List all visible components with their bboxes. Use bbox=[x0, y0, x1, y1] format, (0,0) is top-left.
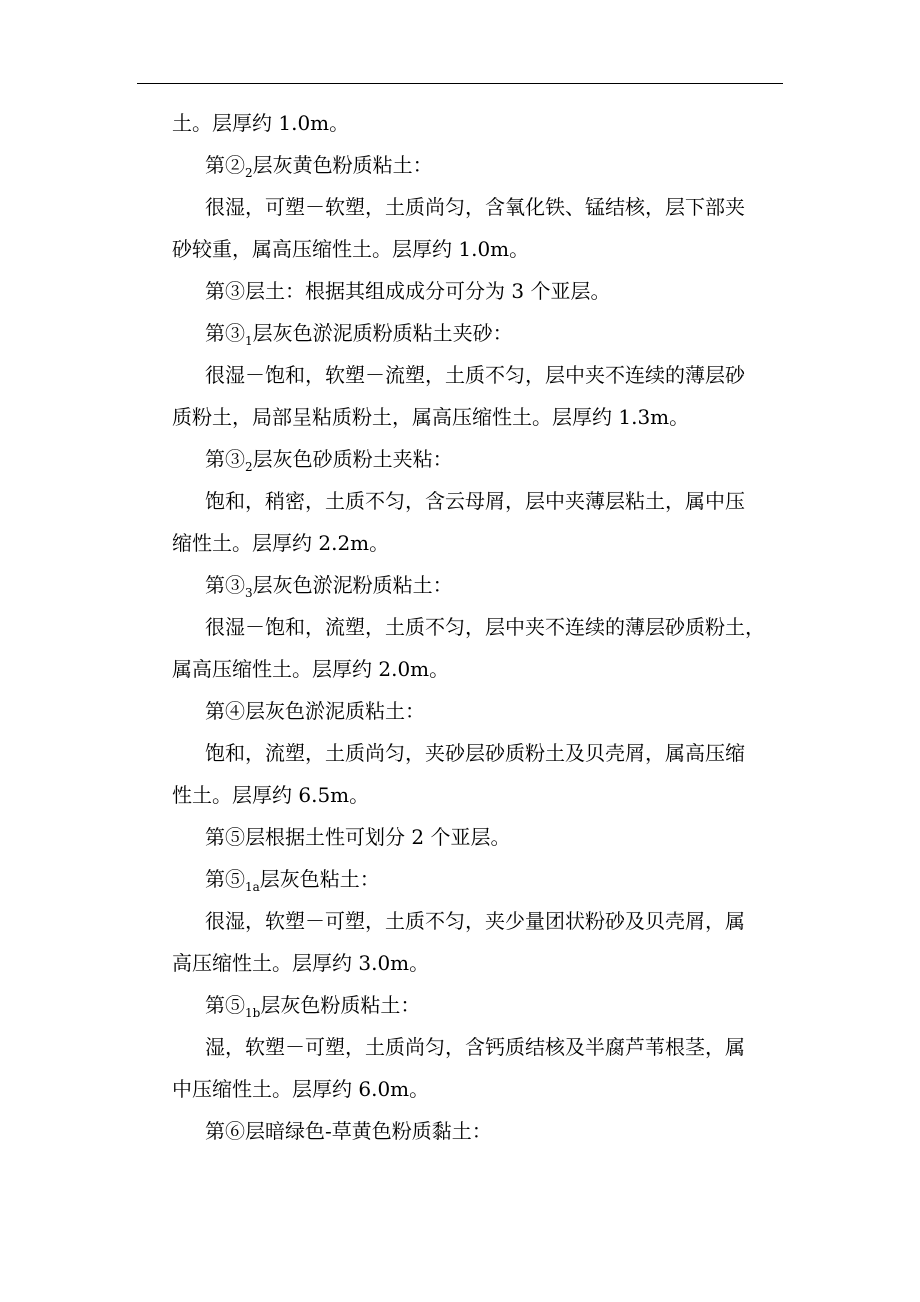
subscript: 2 bbox=[245, 460, 253, 474]
text-line: 中压缩性土。层厚约 6.0m。 bbox=[172, 1077, 430, 1101]
layer-heading: 第$③_1$层灰色淤泥质粉质粘土夹砂： bbox=[205, 321, 513, 348]
text-line: 土。层厚约 1.0m。 bbox=[172, 111, 350, 135]
layer-heading: 第⑤层根据土性可划分 2 个亚层。 bbox=[205, 825, 511, 849]
subscript: 1 bbox=[245, 334, 253, 348]
text-line: 饱和，流塑，土质尚匀，夹砂层砂质粉土及贝壳屑，属高压缩 bbox=[205, 741, 745, 765]
text-line: 很湿－饱和，流塑，土质不匀，层中夹不连续的薄层砂质粉土， bbox=[205, 615, 765, 639]
document-body bbox=[172, 102, 784, 1152]
text-line: 很湿－饱和，软塑－流塑，土质不匀，层中夹不连续的薄层砂 bbox=[205, 363, 745, 387]
text-line: 高压缩性土。层厚约 3.0m。 bbox=[172, 951, 430, 975]
header-rule bbox=[137, 83, 783, 84]
text-line: 很湿，可塑－软塑，土质尚匀，含氧化铁、锰结核，层下部夹 bbox=[205, 195, 745, 219]
layer-heading: 第$③_3$层灰色淤泥粉质粘土： bbox=[205, 573, 453, 600]
text-line: 湿，软塑－可塑，土质尚匀，含钙质结核及半腐芦苇根茎，属 bbox=[205, 1035, 745, 1059]
layer-heading: 第$⑤_{1a}$层灰色粘土： bbox=[205, 867, 380, 894]
text-line: 砂较重，属高压缩性土。层厚约 1.0m。 bbox=[172, 237, 530, 261]
layer-heading: 第$②_2$层灰黄色粉质粘土： bbox=[205, 153, 433, 180]
layer-heading: 第④层灰色淤泥质粘土： bbox=[205, 699, 425, 723]
layer-heading: 第$③_2$层灰色砂质粉土夹粘： bbox=[205, 447, 453, 474]
text-line: 很湿，软塑－可塑，土质不匀，夹少量团状粉砂及贝壳屑，属 bbox=[205, 909, 745, 933]
text-line: 饱和，稍密，土质不匀，含云母屑，层中夹薄层粘土，属中压 bbox=[205, 489, 745, 513]
text-line: 性土。层厚约 6.5m。 bbox=[172, 783, 370, 807]
text-line: 缩性土。层厚约 2.2m。 bbox=[172, 531, 390, 555]
text-line: 属高压缩性土。层厚约 2.0m。 bbox=[172, 657, 450, 681]
subscript: 2 bbox=[245, 166, 253, 180]
subscript: 3 bbox=[245, 586, 253, 600]
subscript: 1b bbox=[245, 1006, 261, 1020]
subscript: 1a bbox=[245, 880, 260, 894]
layer-heading: 第③层土：根据其组成成分可分为 3 个亚层。 bbox=[205, 279, 611, 303]
layer-heading: 第⑥层暗绿色-草黄色粉质黏土： bbox=[205, 1119, 492, 1143]
layer-heading: 第$⑤_{1b}$层灰色粉质粘土： bbox=[205, 993, 421, 1020]
text-line: 质粉土，局部呈粘质粉土，属高压缩性土。层厚约 1.3m。 bbox=[172, 405, 690, 429]
